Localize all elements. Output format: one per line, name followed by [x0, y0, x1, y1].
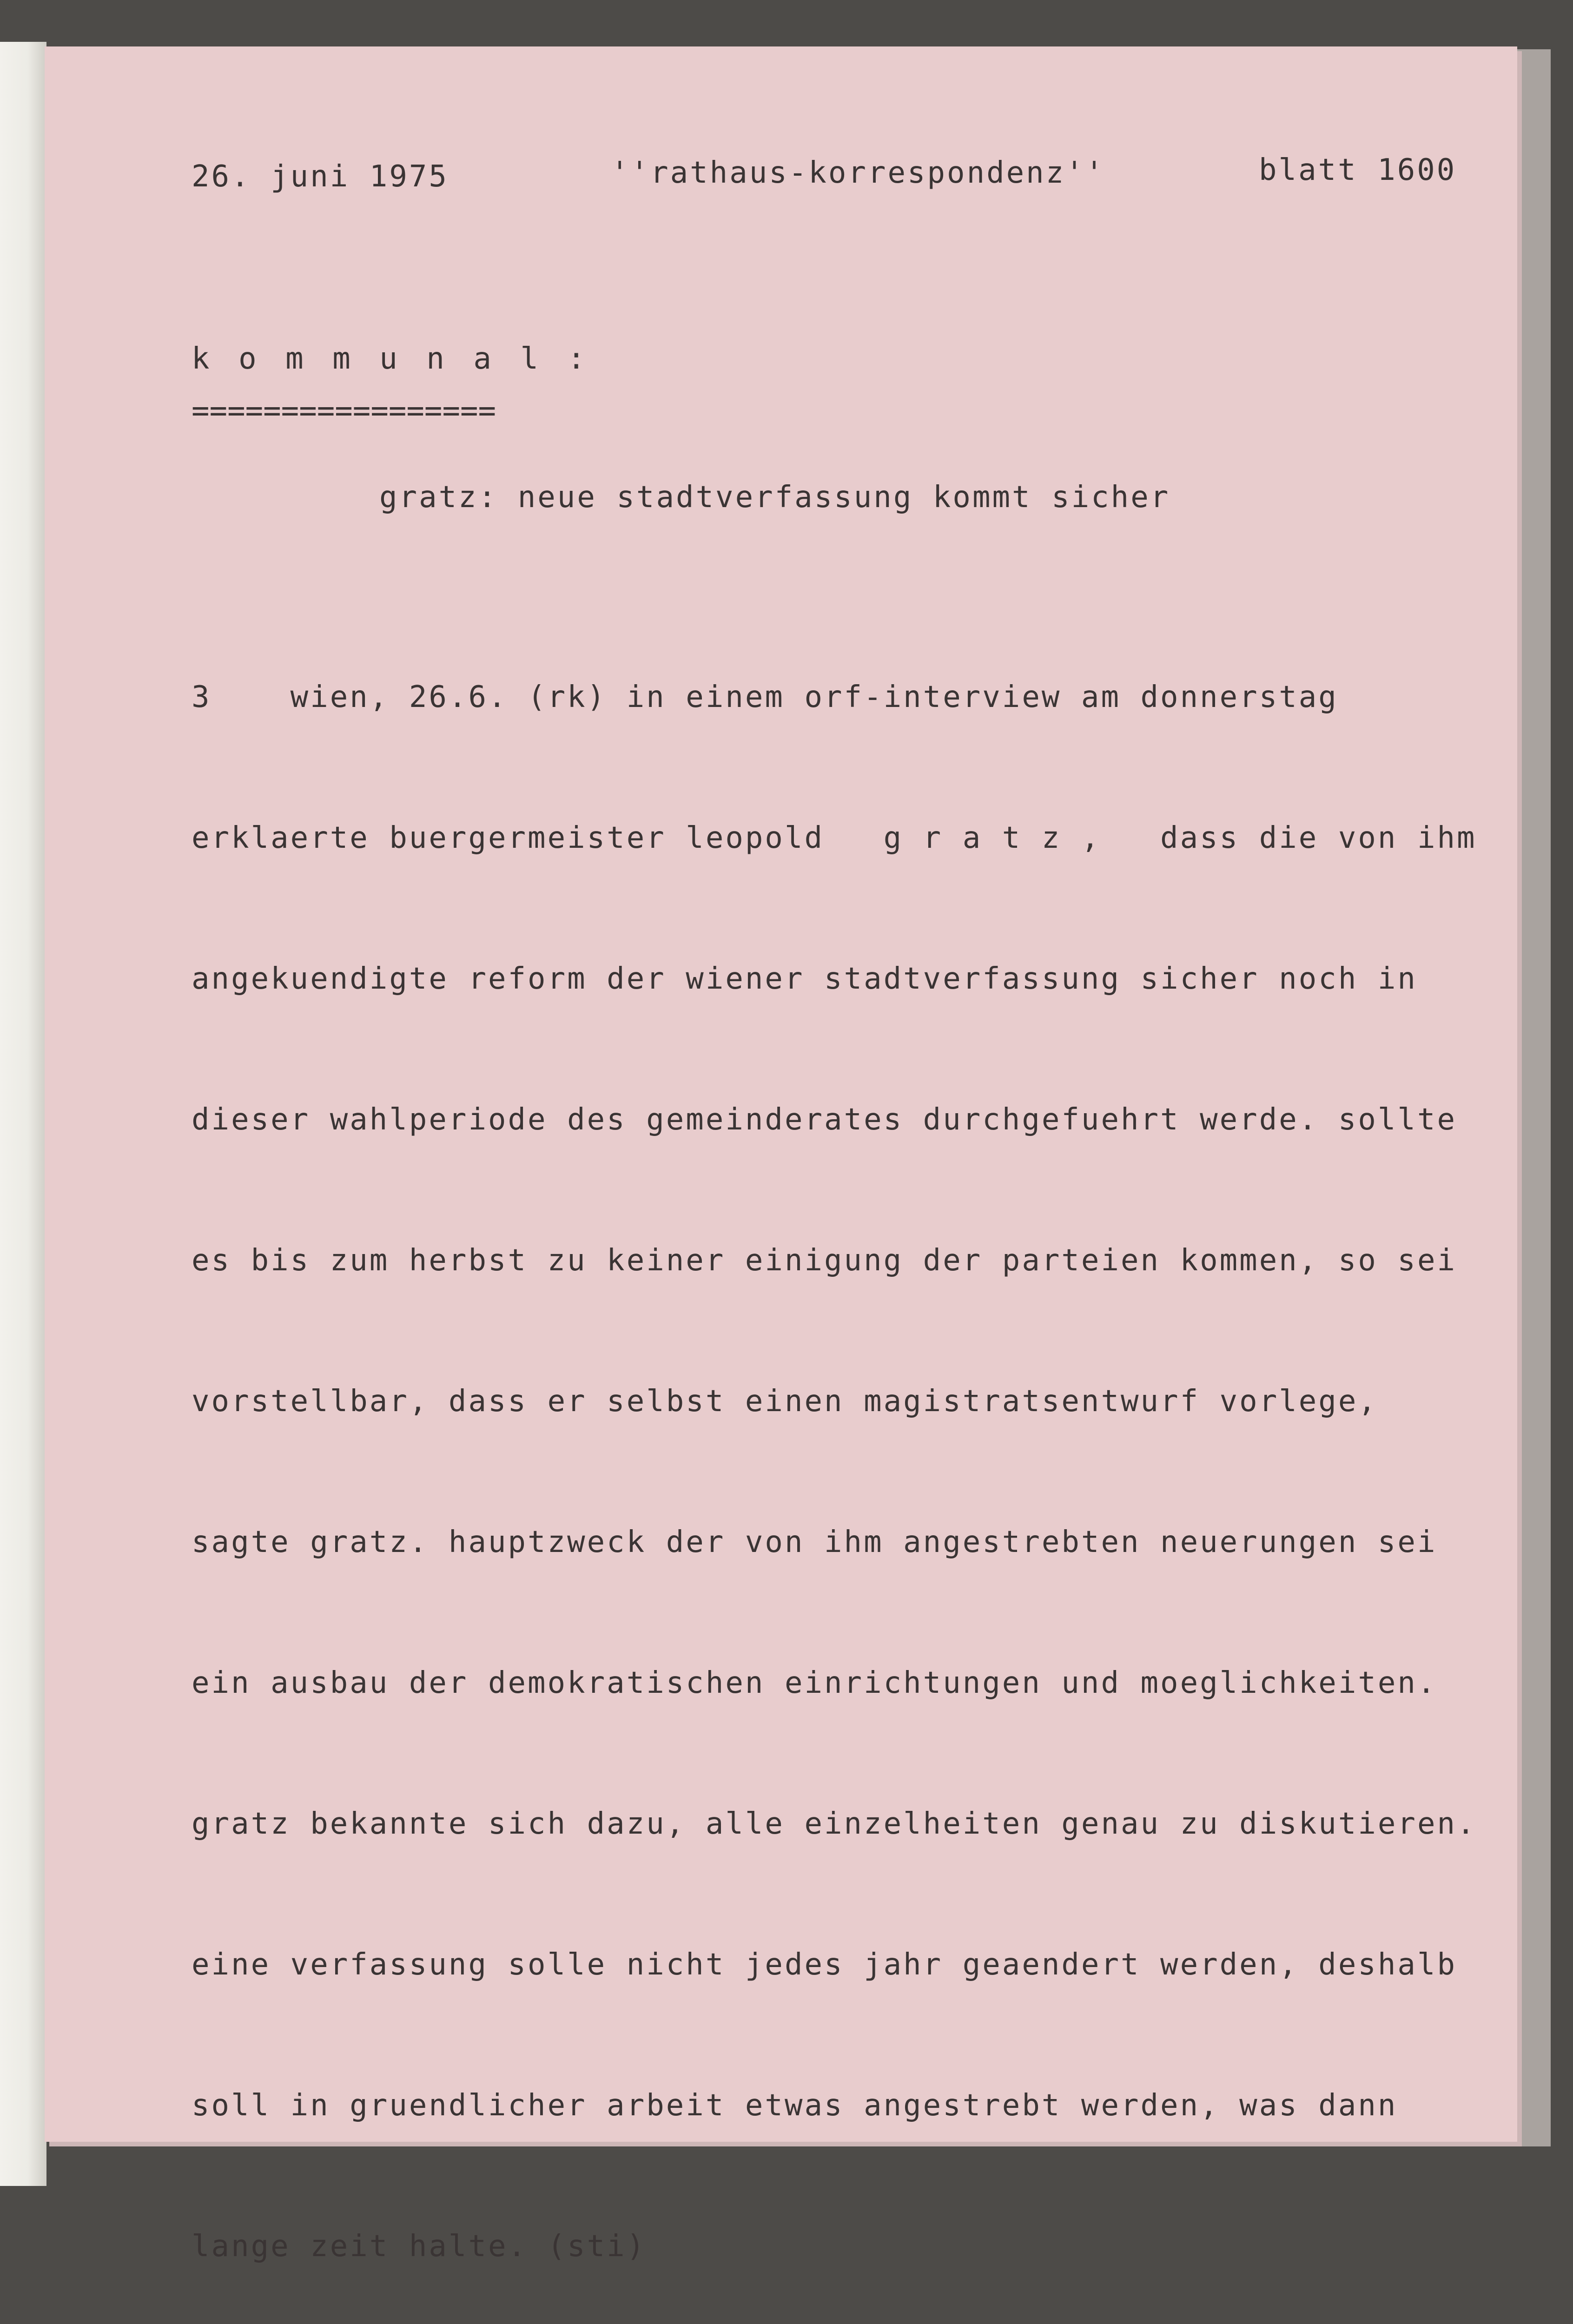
article-line: dieser wahlperiode des gemeinderates durchgefuehrt werde. sollte [192, 1103, 1457, 1137]
article-line: lange zeit halte. (sti) [192, 2229, 647, 2264]
section-title: k o m m u n a l : [192, 342, 591, 376]
article-line: sagte gratz. hauptzweck der von ihm angestrebten neuerungen sei [192, 1525, 1437, 1559]
document-page [45, 46, 1517, 2264]
article-line: ein ausbau der demokratischen einrichtungen und moeglichkeiten. [192, 1666, 1437, 1700]
header-date: 26. juni 1975 [192, 159, 449, 194]
header-publication: ''rathaus-korrespondenz'' [611, 156, 1105, 190]
section-underline: ================= [192, 394, 496, 428]
header-page-label: blatt 1600 [1259, 153, 1457, 187]
article-line: es bis zum herbst zu keiner einigung der parteien kommen, so sei [192, 1243, 1457, 1278]
article-line: erklaerte buergermeister leopold g r a t z , dass die von ihm [192, 821, 1477, 855]
article-headline: gratz: neue stadtverfassung kommt sicher [379, 480, 1170, 515]
article-line: soll in gruendlicher arbeit etwas angestrebt werden, was dann [192, 2088, 1398, 2123]
article-line: eine verfassung solle nicht jedes jahr geaendert werden, deshalb [192, 1948, 1457, 1982]
article-line: angekuendigte reform der wiener stadtverfassung sicher noch in [192, 962, 1417, 996]
article-body [192, 580, 1477, 2324]
article-line: gratz bekannte sich dazu, alle einzelheiten genau zu diskutieren. [192, 1807, 1477, 1841]
binding-edge [0, 42, 46, 2186]
article-line: vorstellbar, dass er selbst einen magistratsentwurf vorlege, [192, 1384, 1378, 1419]
article-line: 3 wien, 26.6. (rk) in einem orf-interview am donnerstag [192, 680, 1338, 714]
